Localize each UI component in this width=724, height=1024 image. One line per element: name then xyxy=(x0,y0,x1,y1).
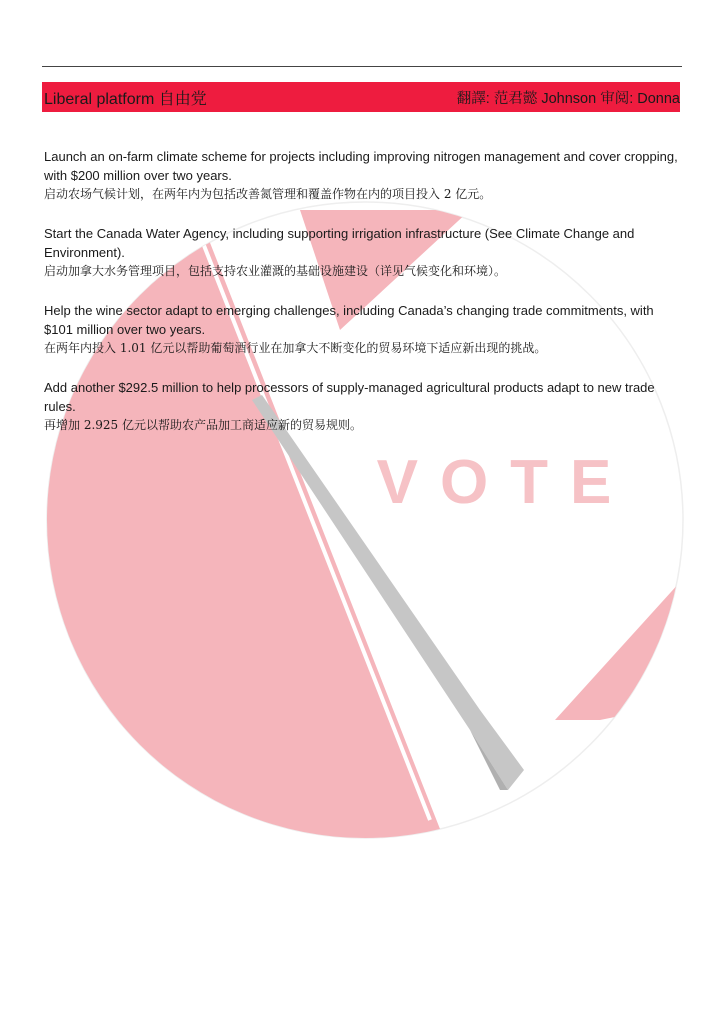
watermark-vote-text: VOTE xyxy=(376,448,634,517)
item-chinese-text: 启动加拿大水务管理项目，包括支持农业灌溉的基础设施建设（详见气候变化和环境）。 xyxy=(44,264,507,278)
item-chinese-text: 在两年内投入 1.01 亿元以帮助葡萄酒行业在加拿大不断变化的贸易环境下适应新出现的挑战。 xyxy=(44,341,547,355)
translator-credits: 翻譯: 范君懿 Johnson 审阅: Donna xyxy=(456,90,680,107)
page-title: Liberal platform 自由党 xyxy=(44,90,207,108)
platform-item xyxy=(44,378,684,435)
item-english-text: Launch an on-farm climate scheme for projects including improving nitrogen management and cover cropping, with $200 million over two years. xyxy=(44,149,678,183)
item-chinese-text: 启动农场气候计划，在两年内为包括改善氮管理和覆盖作物在内的项目投入 2 亿元。 xyxy=(44,187,492,201)
header-bar xyxy=(42,82,680,112)
platform-item xyxy=(44,301,684,358)
item-chinese-text: 再增加 2.925 亿元以帮助农产品加工商适应新的贸易规则。 xyxy=(44,418,362,432)
watermark-right-segment xyxy=(555,560,700,720)
item-english-text: Start the Canada Water Agency, including supporting irrigation infrastructure (See Climate Change and Environment). xyxy=(44,226,635,260)
top-rule xyxy=(42,66,682,67)
item-english-text: Add another $292.5 million to help processors of supply-managed agricultural products adapt to new trade rules. xyxy=(44,380,655,414)
item-english-text: Help the wine sector adapt to emerging challenges, including Canada’s changing trade commitments, with $101 million over two years. xyxy=(44,303,654,337)
platform-item xyxy=(44,224,684,281)
platform-item xyxy=(44,147,684,204)
platform-content xyxy=(44,147,684,455)
